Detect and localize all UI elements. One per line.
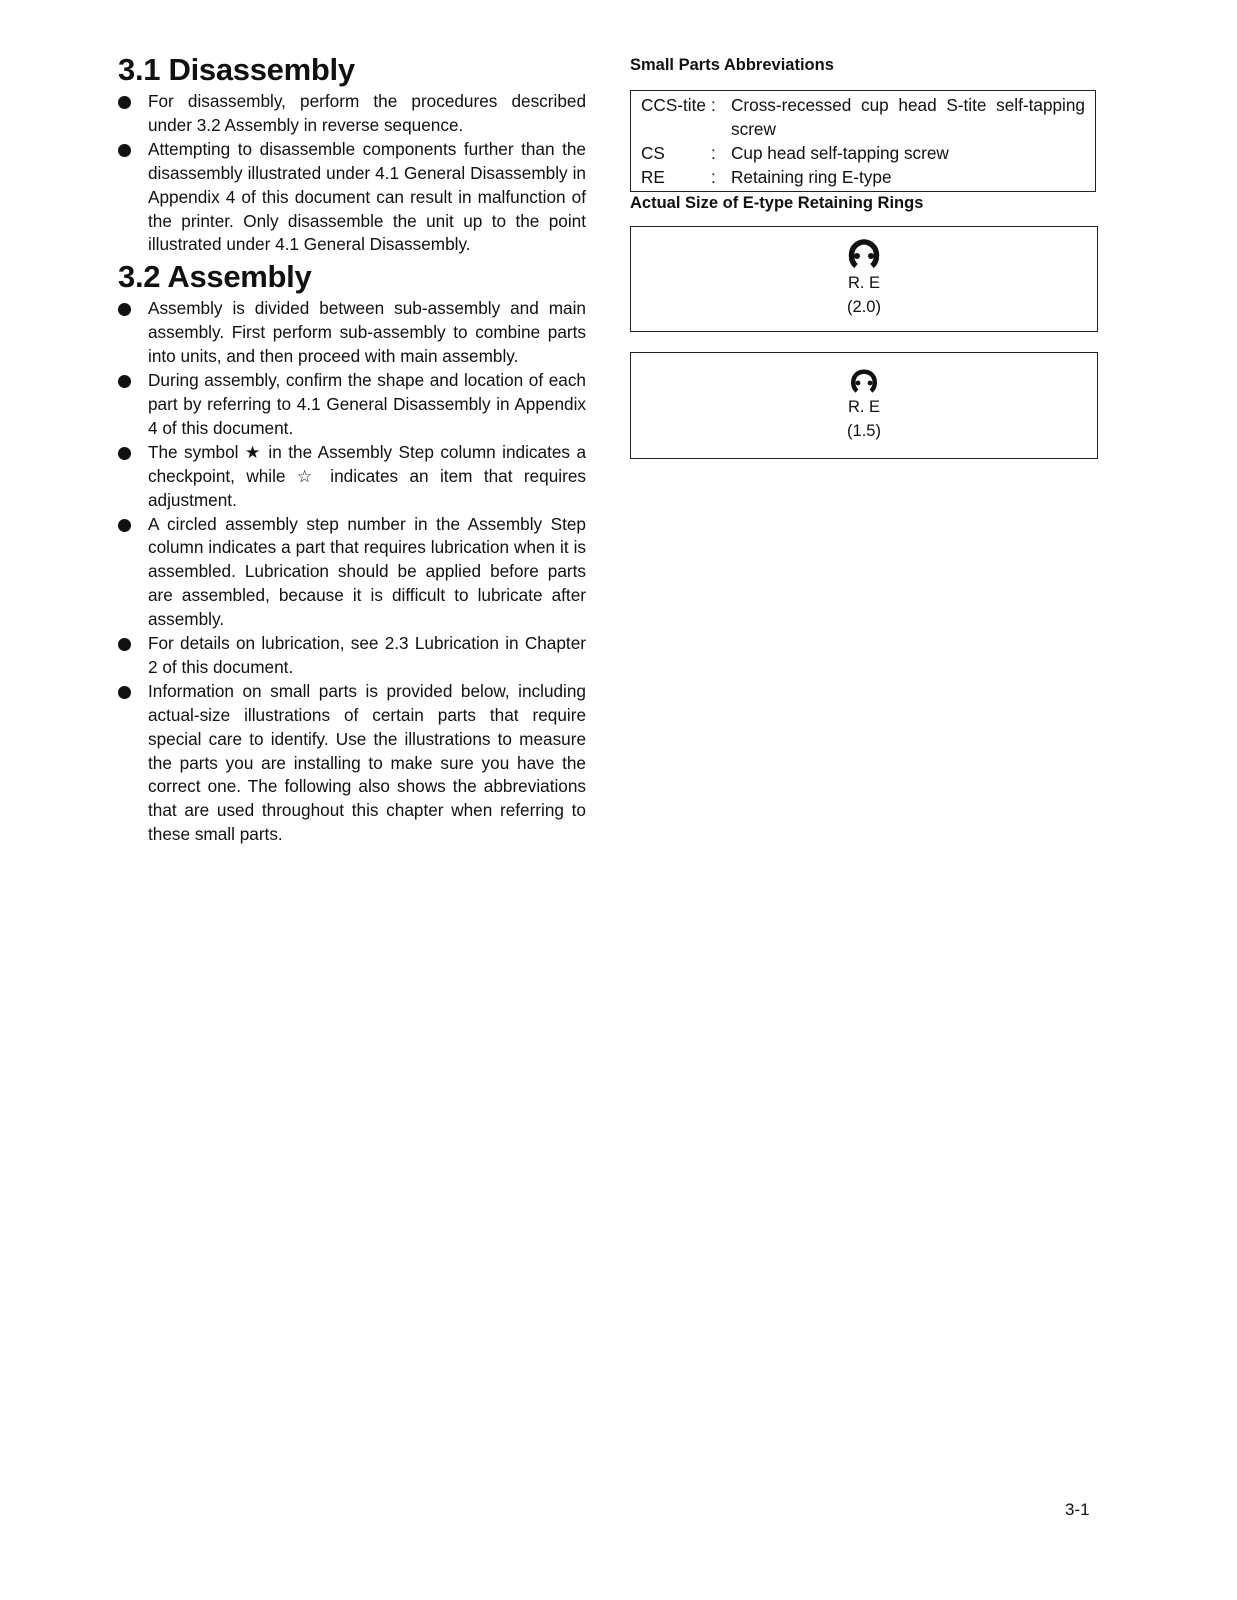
abbr-code: CS — [641, 143, 665, 163]
abbr-separator: : — [711, 167, 716, 187]
page-number: 3-1 — [1065, 1500, 1090, 1519]
bullet-text: During assembly, confirm the shape and location of each part by referring to 4.1 General Disassembly in Appendix 4 of this document. — [148, 370, 586, 438]
bullet-icon — [118, 638, 131, 651]
list-item — [118, 441, 586, 513]
list-item — [118, 513, 586, 633]
list-item — [118, 369, 586, 441]
abbreviations-title: Small Parts Abbreviations — [630, 56, 834, 74]
ring-size: (2.0) — [847, 298, 881, 316]
abbr-code: RE — [641, 167, 665, 187]
bullet-text: Attempting to disassemble components further than the disassembly illustrated under 4.1 General Disassembly in Appendix 4 of this document can result in malfunction of the printer. Only disassemble the unit up to the point illustrated under 4.1 General Disassembly. — [148, 138, 586, 255]
bullet-text: The symbol ★ in the Assembly Step column indicates a checkpoint, while ☆ indicates an item that requires adjustment. — [148, 441, 586, 510]
bullet-icon — [118, 375, 131, 388]
bullet-icon — [118, 686, 131, 699]
bullet-icon — [118, 519, 131, 532]
abbreviations-table — [630, 90, 1096, 192]
disassembly-bullet-list — [118, 90, 586, 257]
bullet-icon — [118, 303, 131, 316]
e-ring-icon — [847, 239, 881, 271]
bullet-icon — [118, 96, 131, 109]
table-row — [641, 141, 1085, 165]
side-column — [630, 54, 1098, 459]
retaining-rings-title: Actual Size of E-type Retaining Rings — [630, 194, 924, 212]
list-item — [118, 680, 586, 847]
abbr-description: Cross-recessed cup head S-tite self-tapping screw — [731, 95, 1085, 139]
section-title-disassembly: 3.1 Disassembly — [118, 52, 355, 87]
bullet-text: For details on lubrication, see 2.3 Lubrication in Chapter 2 of this document. — [148, 633, 586, 677]
bullet-text: A circled assembly step number in the Assembly Step column indicates a part that requires lubrication when it is assembled. Lubrication should be applied before parts are assembled, because it is difficult to lubricate after assembly. — [148, 513, 586, 630]
list-item — [118, 297, 586, 369]
list-item — [118, 138, 586, 258]
assembly-bullet-list — [118, 297, 586, 847]
e-ring-icon — [850, 369, 878, 395]
abbr-description: Cup head self-tapping screw — [731, 143, 949, 163]
bullet-text: For disassembly, perform the procedures described under 3.2 Assembly in reverse sequence. — [148, 91, 586, 135]
retaining-ring-box — [630, 226, 1098, 332]
table-row — [641, 93, 1085, 141]
main-column — [118, 50, 586, 847]
bullet-icon — [118, 144, 131, 157]
abbr-separator: : — [711, 95, 716, 115]
abbr-code: CCS-tite — [641, 95, 706, 115]
table-row — [641, 165, 1085, 189]
bullet-text: Information on small parts is provided below, including actual-size illustrations of certain parts that require special care to identify. Use the illustrations to measure the parts you are installing to make sure you have the correct one. The following also shows the abbreviations that are used throughout this chapter when referring to these small parts. — [148, 680, 586, 845]
bullet-text: Assembly is divided between sub-assembly and main assembly. First perform sub-assembly to combine parts into units, and then proceed with main assembly. — [148, 298, 586, 367]
section-title-assembly: 3.2 Assembly — [118, 259, 312, 295]
ring-label: R. E — [847, 274, 881, 292]
bullet-icon — [118, 447, 131, 460]
list-item — [118, 90, 586, 138]
retaining-ring-box — [630, 352, 1098, 459]
abbr-description: Retaining ring E-type — [731, 167, 892, 187]
list-item — [118, 632, 586, 680]
ring-size: (1.5) — [847, 422, 881, 440]
abbr-separator: : — [711, 143, 716, 163]
ring-label: R. E — [847, 398, 881, 416]
